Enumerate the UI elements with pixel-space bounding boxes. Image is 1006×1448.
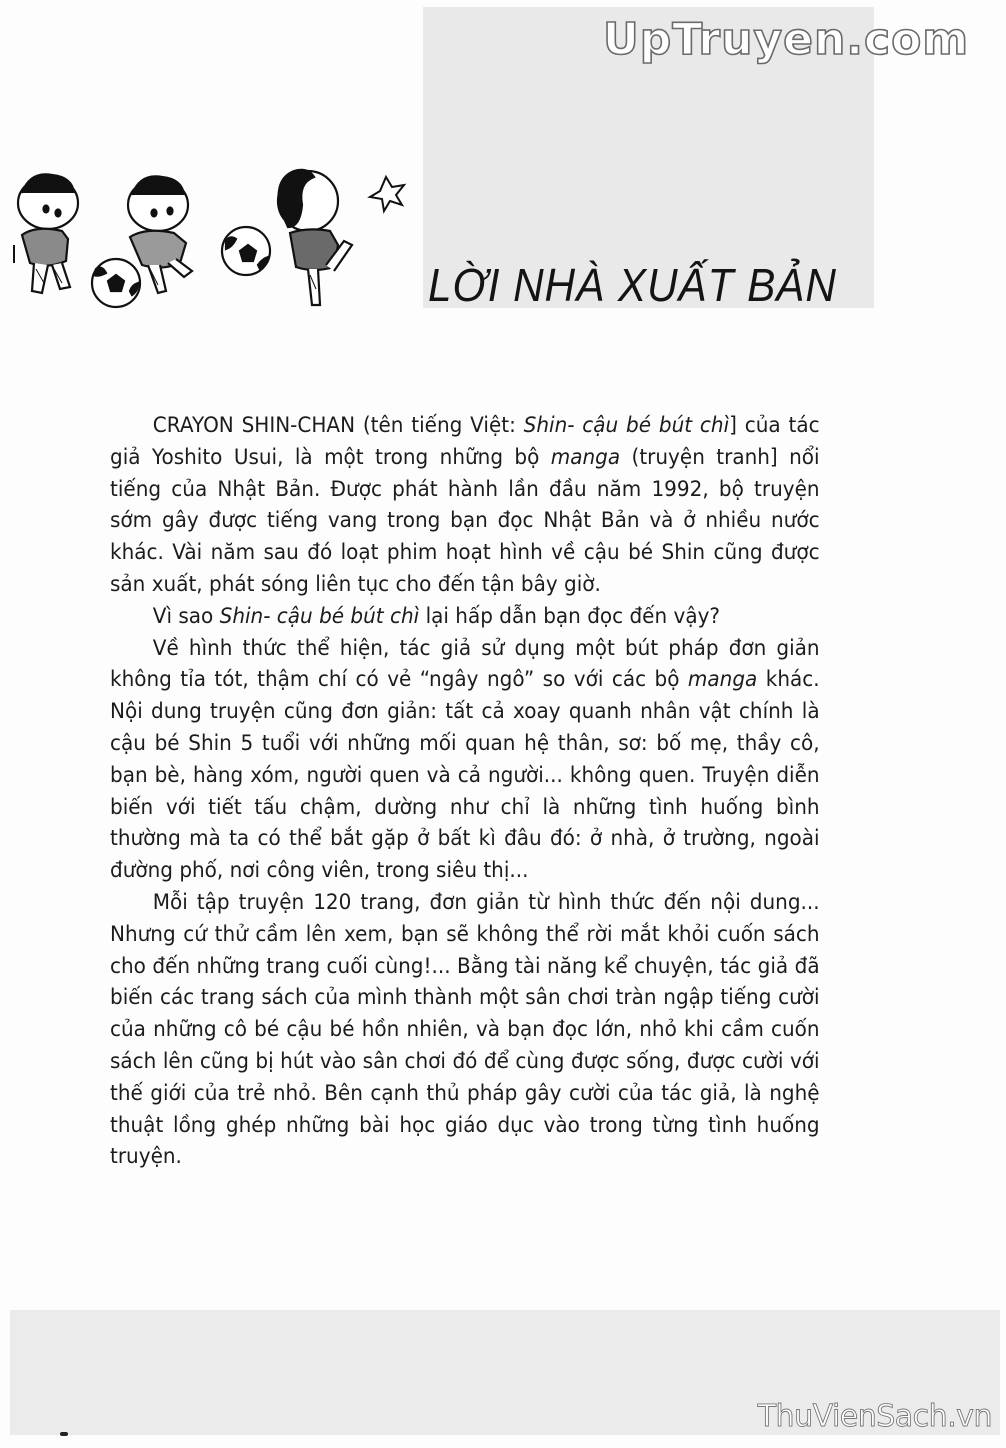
- text-segment-italic: Shin- cậu bé bút chì: [219, 603, 420, 629]
- shin-figure-1-icon: [18, 174, 78, 293]
- soccer-ball-1-icon: [92, 259, 140, 307]
- text-segment: CRAYON SHIN-CHAN (tên tiếng Việt:: [152, 413, 524, 438]
- shin-figure-3-icon: [278, 170, 352, 305]
- paragraph-4: [110, 887, 820, 1173]
- text-segment: Mỗi tập truyện 120 trang, đơn giản từ hình thức đến nội dung... Nhưng cứ thử cầm lên xem, bạn sẽ không thể rời mắt khỏi cuốn sách cho đến những trang cuối cùng!... Bằng tài năng kể chuyện, tác giả đã biến các trang sách của mình thành một sân chơi tràn ngập tiếng cười của những cô bé cậu bé hồn nhiên, và bạn đọc lớn, nhỏ khi cầm cuốn sách lên cũng bị hút vào sân chơi đó để cùng được sống, được cười với thế giới của trẻ nhỏ. Bên cạnh thủ pháp gây cười của tác giả, là nghệ thuật lồng ghép những bài học giáo dục vào trong từng tình huống truyện.: [110, 889, 820, 1170]
- text-segment: lại hấp dẫn bạn đọc đến vậy?: [419, 603, 721, 629]
- impact-star-icon: [370, 177, 404, 211]
- paragraph-1: [110, 410, 820, 601]
- text-segment: khác. Nội dung truyện cũng đơn giản: tất cả xoay quanh nhân vật chính là cậu bé Shin 5 tuổi với những mối quan hệ thân, sơ: bố mẹ, thầy cô, bạn bè, hàng xóm, người quen và cả người... không quen. Truyện diễn biến với tiết tấu chậm, dường như chỉ là những tình huống bình thường mà ta có thể bắt gặp ở bất kì đâu đó: ở nhà, ở trường, ngoài đường phố, nơi công viên, trong siêu thị...: [110, 667, 820, 884]
- text-segment: Về hình thức thể hiện, tác giả sử dụng một bút pháp đơn giản không tỉa tót, thậm chí có vẻ “ngây ngô” so với các bộ: [110, 635, 820, 693]
- paragraph-2: [110, 601, 820, 633]
- text-segment-italic: manga: [687, 667, 758, 693]
- text-segment: (truyện tranh] nổi tiếng của Nhật Bản. Được phát hành lần đầu năm 1992, bộ truyện sớm gây được tiếng vang trong bạn đọc Nhật Bản và ở nhiều nước khác. Vài năm sau đó loạt phim hoạt hình về cậu bé Shin cũng được sản xuất, phát sóng liên tục cho đến tận bây giờ.: [110, 444, 820, 597]
- page-title: LỜI NHÀ XUẤT BẢN: [428, 259, 837, 311]
- text-segment: ] của tác giả Yoshito Usui, là một trong những bộ: [110, 413, 820, 470]
- text-segment-italic: Shin- cậu bé bút chì: [523, 413, 730, 438]
- page-number-mark: [60, 1432, 68, 1436]
- paragraph-3: [110, 633, 820, 887]
- text-segment-italic: manga: [550, 444, 621, 470]
- watermark-uptruyen: UpTruyen.com: [603, 14, 970, 65]
- body-text: [110, 410, 820, 1173]
- soccer-ball-2-icon: [222, 227, 270, 275]
- shin-chan-soccer-illustration: [8, 165, 408, 315]
- text-segment: Vì sao: [152, 603, 220, 629]
- watermark-thuviensach: ThuVienSach.vn: [757, 1399, 992, 1434]
